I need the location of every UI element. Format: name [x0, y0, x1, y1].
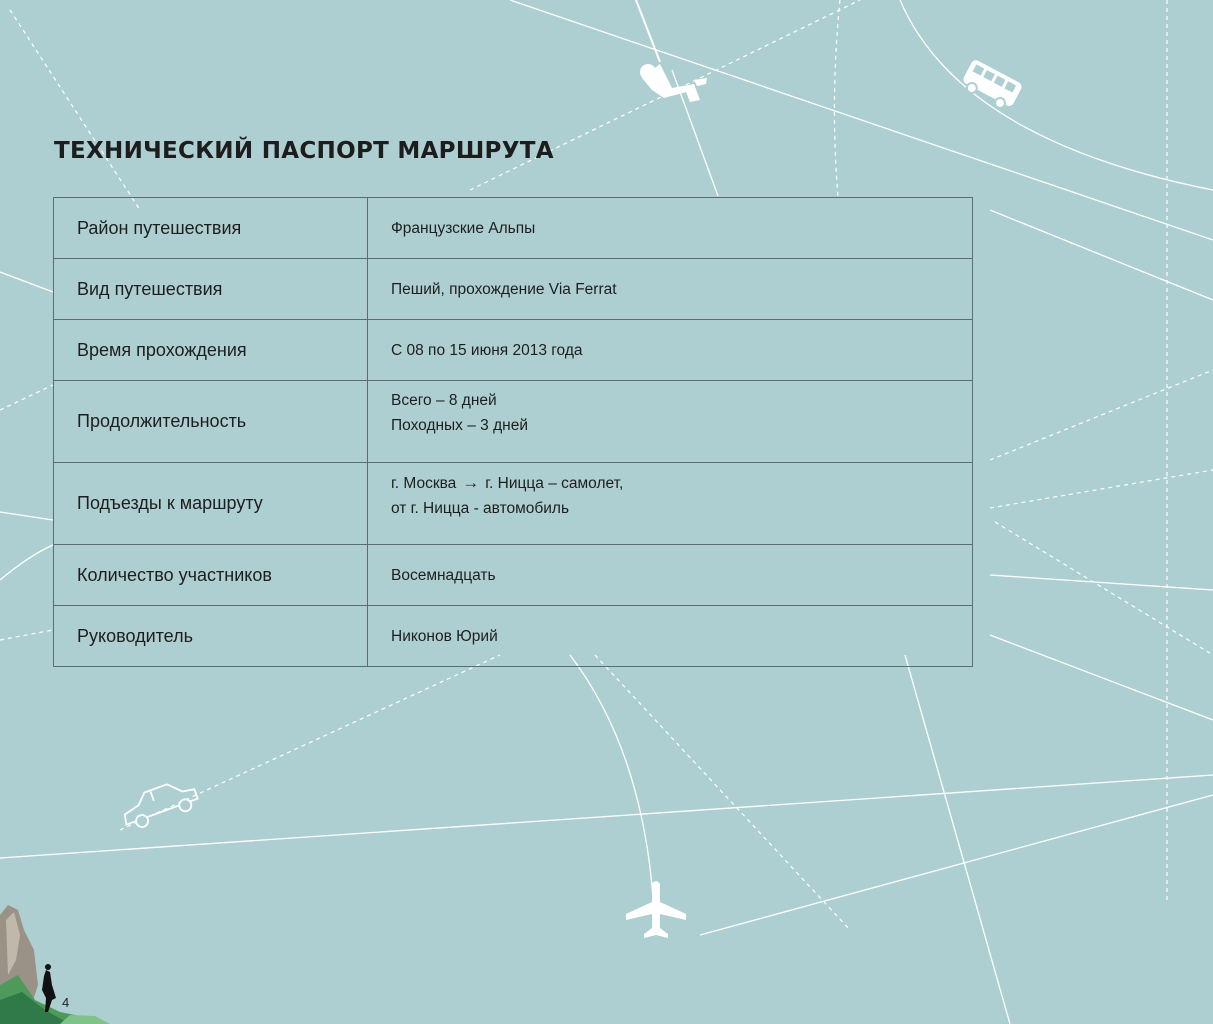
arrow-right-icon: → [462, 473, 480, 492]
row-label: Количество участников [54, 545, 368, 606]
row-value: Всего – 8 дней Походных – 3 дней [368, 381, 973, 463]
table-row [54, 381, 973, 463]
row-value: С 08 по 15 июня 2013 года [368, 320, 973, 381]
mountain-illustration [0, 905, 110, 1024]
airplane-icon [626, 881, 686, 938]
row-label: Подъезды к маршруту [54, 463, 368, 545]
row-label: Район путешествия [54, 198, 368, 259]
bus-icon [959, 58, 1023, 113]
row-label: Руководитель [54, 606, 368, 667]
table-row [54, 259, 973, 320]
row-value: Пеший, прохождение Via Ferrat [368, 259, 973, 320]
row-label: Время прохождения [54, 320, 368, 381]
car-icon [118, 776, 200, 832]
table-row [54, 320, 973, 381]
route-origin: г. Москва [391, 475, 457, 492]
page-number: 4 [62, 995, 70, 1010]
climber-icon [636, 0, 707, 102]
row-value: Французские Альпы [368, 198, 973, 259]
table-row [54, 545, 973, 606]
row-label: Продолжительность [54, 381, 368, 463]
page-title: ТЕХНИЧЕСКИЙ ПАСПОРТ МАРШРУТА [54, 138, 554, 164]
row-value: Никонов Юрий [368, 606, 973, 667]
route-destination: г. Ницца – самолет, [485, 475, 624, 492]
route-passport-table [53, 197, 973, 667]
row-value: г. Москва → г. Ницца – самолет, от г. Ницца - автомобиль [368, 463, 973, 545]
table-row [54, 606, 973, 667]
row-label: Вид путешествия [54, 259, 368, 320]
table-row [54, 463, 973, 545]
table-row [54, 198, 973, 259]
row-value: Восемнадцать [368, 545, 973, 606]
